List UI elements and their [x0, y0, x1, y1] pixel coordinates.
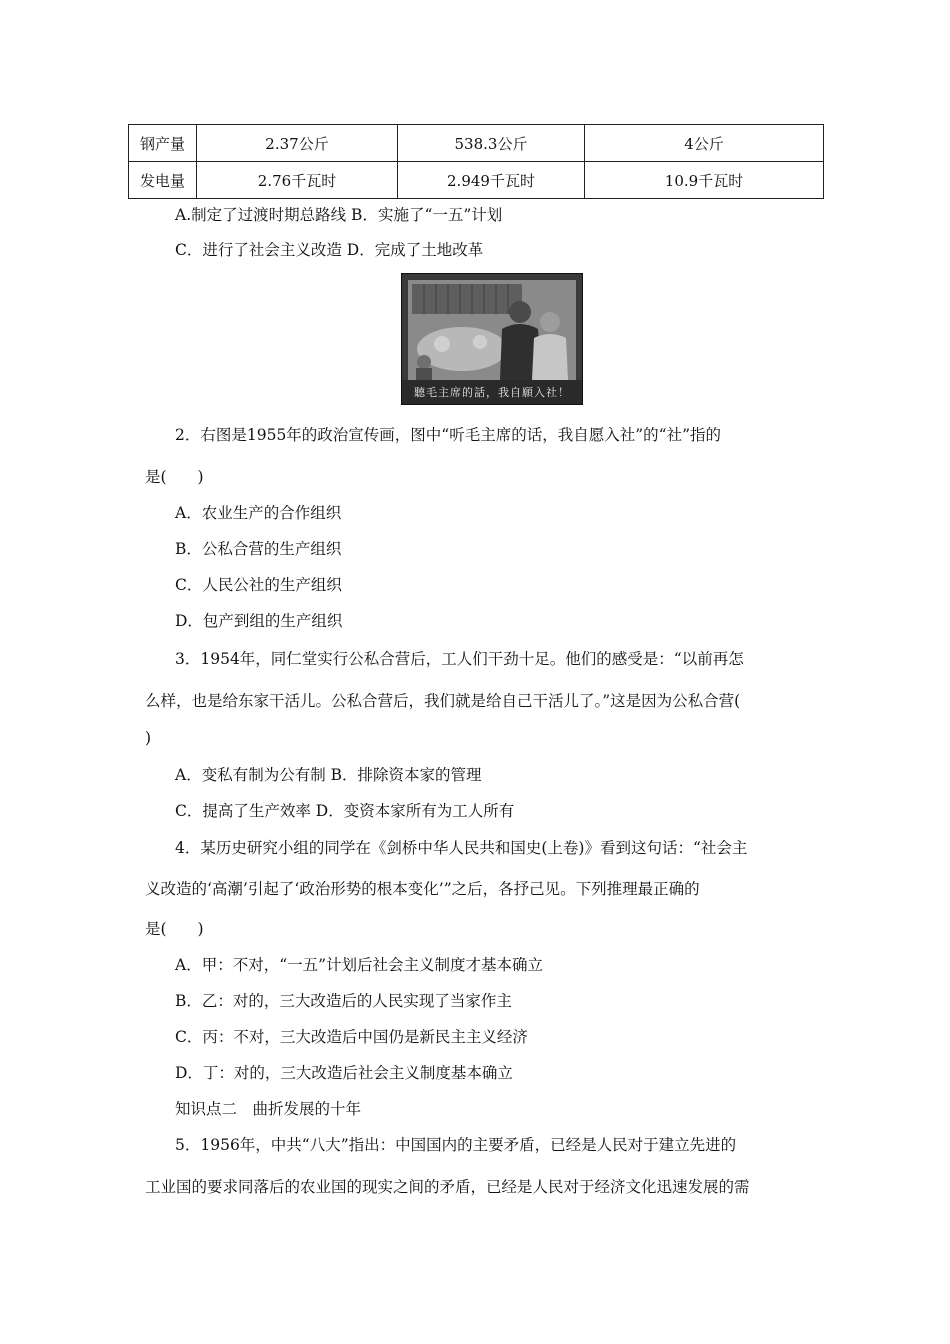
q3-stem-line1: 3．1954年，同仁堂实行公私合营后，工人们干劲十足。他们的感受是：“以前再怎 [175, 650, 744, 668]
q2-option-a: A．农业生产的合作组织 [175, 504, 342, 522]
section-heading: 知识点二 曲折发展的十年 [175, 1100, 362, 1118]
q5-stem-line1: 5．1956年，中共“八大”指出：中国国内的主要矛盾，已经是人民对于建立先进的 [175, 1136, 737, 1154]
table-cell: 2.76千瓦时 [197, 162, 398, 199]
q2-option-c: C．人民公社的生产组织 [175, 576, 342, 594]
q1-options-line2: C．进行了社会主义改造 D．完成了土地改革 [175, 241, 484, 259]
production-table [128, 124, 824, 199]
table-cell: 钢产量 [129, 125, 197, 162]
poster-caption: 聽毛主席的話，我自願入社！ [414, 386, 570, 399]
q4-stem-line1: 4．某历史研究小组的同学在《剑桥中华人民共和国史(上卷)》看到这句话：“社会主 [175, 839, 748, 857]
table-row [129, 162, 824, 199]
propaganda-poster-image [401, 273, 583, 405]
q3-stem-line3: ) [145, 729, 152, 747]
q4-stem-line2: 义改造的‘高潮’引起了‘政治形势的根本变化’”之后，各抒己见。下列推理最正确的 [145, 880, 700, 898]
table-cell: 4公斤 [585, 125, 824, 162]
q4-stem-line3: 是( ) [145, 920, 204, 938]
q4-option-d: D．丁：对的，三大改造后社会主义制度基本确立 [175, 1064, 513, 1082]
q4-option-c: C．丙：不对，三大改造后中国仍是新民主主义经济 [175, 1028, 528, 1046]
q3-options-line2: C．提高了生产效率 D．变资本家所有为工人所有 [175, 802, 515, 820]
q3-options-line1: A．变私有制为公有制 B．排除资本家的管理 [175, 766, 482, 784]
table-cell: 2.949千瓦时 [398, 162, 585, 199]
q4-option-b: B．乙：对的，三大改造后的人民实现了当家作主 [175, 992, 512, 1010]
q2-option-b: B．公私合营的生产组织 [175, 540, 342, 558]
table-cell: 2.37公斤 [197, 125, 398, 162]
q2-stem-line1: 2．右图是1955年的政治宣传画，图中“听毛主席的话，我自愿入社”的“社”指的 [175, 426, 722, 444]
q4-option-a: A．甲：不对，“一五”计划后社会主义制度才基本确立 [175, 956, 544, 974]
q3-stem-line2: 么样，也是给东家干活儿。公私合营后，我们就是给自己干活儿了。”这是因为公私合营( [145, 692, 741, 710]
q2-option-d: D．包产到组的生产组织 [175, 612, 343, 630]
q2-stem-line2: 是( ) [145, 468, 204, 486]
table-row [129, 125, 824, 162]
table-cell: 10.9千瓦时 [585, 162, 824, 199]
table-cell: 发电量 [129, 162, 197, 199]
table-cell: 538.3公斤 [398, 125, 585, 162]
q1-options-line1: A.制定了过渡时期总路线 B．实施了“一五”计划 [175, 206, 503, 224]
q5-stem-line2: 工业国的要求同落后的农业国的现实之间的矛盾，已经是人民对于经济文化迅速发展的需 [145, 1178, 750, 1196]
